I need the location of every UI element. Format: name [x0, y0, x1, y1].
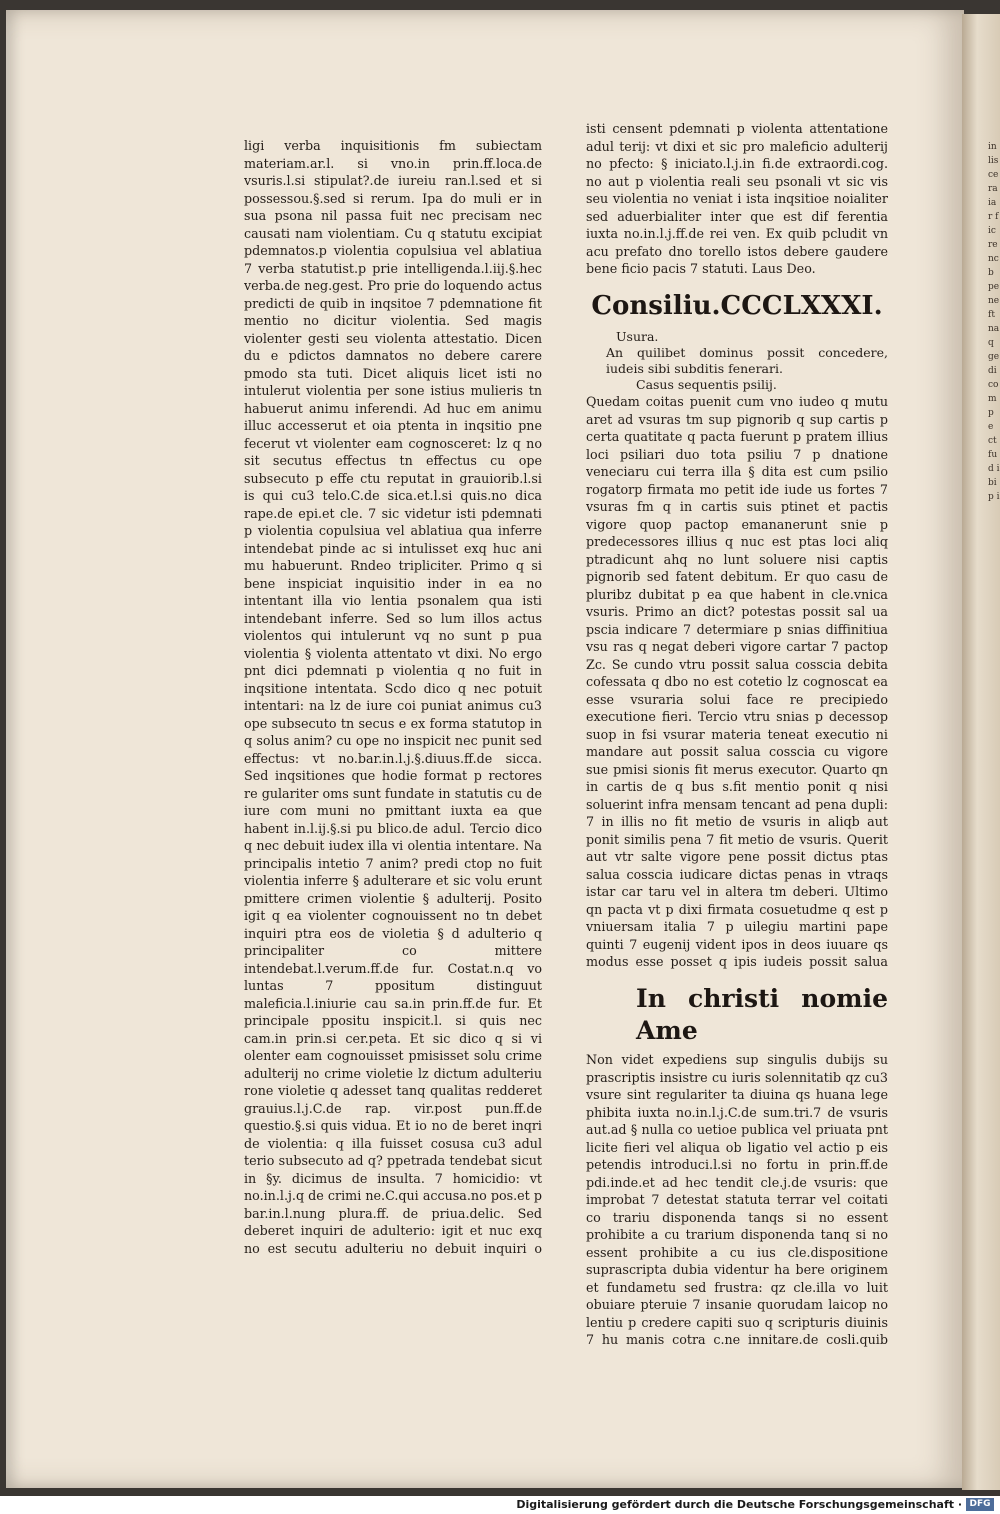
- funding-note: Digitalisierung gefördert durch die Deutsche Forschungsgemeinschaft ·: [516, 1498, 962, 1511]
- casus-heading: Casus sequentis psilij.: [636, 377, 777, 392]
- response-text: Non videt expediens sup singulis dubijs su prascriptis insistre cu iuris solennitatib qz cu3 vsure sint regulariter ta diuina qs huana lege phibita iuxta no.in.l.j.C.de sum.tri.7 de vsuris aut.ad § nulla co uetioe publica vel priuata pnt licite fieri vel aliqua ob ligatio vel actio p eis petendis introduci.l.si no fortu in prin.ff.de pdi.inde.et ad hec tendit cle.j.de vsuris: que improbat 7 detestat statuta terrar vel coitati co trariu disponenda tanqs si no essent prohibite a cu trarium disponenda tanq si no essent prohibite a cu ius cle.dispositione suprascripta dubia videntur ha bere originem et fundametu sed frustra: qz cle.illa vo luit obuiare pteruie 7 insanie quorudam laicop no lentiu p credere capiti suo q scripturis diuinis 7 hu manis cotra c.ne innitare.de cosli.quib: [586, 1052, 888, 1347]
- rubric-usura: Usura.: [616, 329, 659, 344]
- case-text: Quedam coitas puenit cum vno iudeo q mutu aret ad vsuras tm sup pignorib q sup cartis p certa quatitate q pacta fuerunt p pratem illius loci psiliari duo tota psiliu 7 p dnatione veneciaru cui terra illa § dita est cum psilio rogatorp firmata mo petit ide iude us fortes 7 vsuras fm q in cartis suis ptinet et pactis vigore quop pactop emananerunt snie p predecessores illius q nuc est ptas loci aliq ptradicunt ahq no lunt soluere nisi captis pignorib sed fatent debitum. Er quo casu de pluribz dubitat p ea que habent in cle.vnica vsuris. Primo an dict? potestas possit sal ua pscia indicare 7 determiare p snias diffinitiua vsu ras q negat deberi vigore cartar 7 pactop Zc. Se cundo vtru possit salua cosscia debita cofessata q dbo no est cotetio lz cognoscat ea esse vsuraria solui face re precipiedo executione fieri. Tercio vtru snias p decessop suop in fsi vsurar materia teneat executio ni mandare aut possit salua cosscia cu vigore sue pmisi sionis fit merus executor. Quarto qn in cartis de q bus s.fit mentio ponit q nisi soluerint infra mensam tencant ad pena dupli: 7 in illis no fit metio de vsuris in aliqb aut ponit similis pena 7 fit metio de vsuris. Querit aut vtr salte vigore pene possit dictus ptas salua cosscia iudicare dictas penas in vtraqs istar car taru vel in altera tm deberi. Ultimo qn pacta vt p dixi firmata cosuetudme q est p vniuersam italia 7 p uilegiu martini pape quinti 7 eugenij vident ipos in deos iuuare qs modus esse posset q ipis iudeis possit salua: [586, 394, 888, 969]
- left-column-body: ligi verba inquisitionis fm subiectam materiam.ar.l. si vno.in prin.ff.loca.de vsuris.l.si stipulat?.de iureiu ran.l.sed et si possessou.§.sed si rerum. Ipa do muli er in sua psona nil passa fuit nec precisam nec causati nam violentiam. Cu q statutu excipiat pdemnatos.p violentia copulsiua vel ablatiua 7 verba statutist.p prie intelligenda.l.iij.§.hec verba.de neg.gest. Pro prie do loquendo actus predicti de quib in inqsitoe 7 pdemnatione fit mentio no dicitur violentia. Sed magis violenter gesti seu violenta attestatio. Dicen du e pdictos damnatos no debere carere pmodo sta tuti. Dicet aliquis licet isti no intulerut violentia per sone istius mulieris tn habuerut animu inferendi. Ad huc em animu illuc accesserut et oia ptenta in inqsitio pne fecerut vt violenter eam cognosceret: lz q no sit secutus effectus tn effectus cu ope subsecuto p effe ctu reputat in grauiorib.l.si is qui cu3 telo.C.de sica.et.l.si quis.no dica rape.de epi.et cle. 7 sic videtur isti pdemnati p violentia copulsiua vel ablatiua qua inferre intendebat pinde ac si intulisset exq huc ani mu habuerunt. Rndeo tripliciter. Primo q si bene inspiciat inquisitio inder in ea no intentant illa vio lentia psonalem qua isti intendebant inferre. Sed so lum illos actus violentos qui intulerunt vq no sunt p pua violentia § violenta attentato vt dixi. No ergo pnt dici pdemnati p violentia q no fuit in inqsitione intentata. Scdo dico q nec potuit intentari: na lz de iure coi puniat animus cu3 ope subsecuto tn secus e ex forma statutop in q solus anim? cu ope no inspicit nec punit sed effectus: vt no.bar.in.l.j.§.diuus.ff.de sicca. Sed inqsitiones que hodie format p rectores re gulariter oms sunt fundate in statutis cu de iure com muni no pmittant iuxta ea que habent in.l.ij.§.si pu blico.de adul. Tercio dico q nec debuit iudex illa vi olentia intentare. Na principalis intetio 7 anim? predi ctop no fuit violentia inferre § adulterare et sic volu erunt pmittere crimen violentie § adulterij. Posito igit q ea violenter cognouissent no tn debet inquiri ptra eos de violetia § d adulterio q principaliter co mittere intendebat.l.verum.ff.de fur. Costat.n.q vo luntas 7 ppositum distinguut maleficia.l.iniurie cau sa.in prin.ff.de fur. Et principale ppositu inspicit.l. si quis nec cam.in prin.si cer.peta. Et sic dico q si vi olenter eam cognouisset pmisisset solu crime adulterij no crime violetie lz dictum adulteriu rone violetie q adesset tanq qualitas redderet grauius.l.j.C.de rap. vir.post pun.ff.de questio.§.si quis vidua. Et io no de beret inqri de violentia: q illa fuisset cosusa cu3 adul terio subsecuto ad q? ppetrada tendebat sicut in §y. dicimus de insulta. 7 homicidio: vt no.in.l.j.q de crimi ne.C.qui accusa.no pos.et p bar.in.l.nung plura.ff. de priua.delic. Sed deberet inquiri de adulterio: igit et nuc exq no est secutu adulteriu no debuit inquiri o: [244, 138, 542, 1256]
- invocation-heading: In christi nomie Ame: [636, 984, 888, 1045]
- footer-bar: [0, 1496, 1000, 1514]
- opening-paragraph: isti censent pdemnati p violenta attentatione adul terij: vt dixi et sic pro maleficio adulterij no pfecto: § iniciato.l.j.in fi.de extraordi.cog. no aut p violentia reali seu psonali vt sic vis seu violentia no veniat i ista inqsitioe noialiter sed aduerbialiter inter que est dif ferentia iuxta no.in.l.j.ff.de rei ven. Ex quib pcludit vn acu prefato dno torello istos debere gaudere bene ficio pacis 7 statuti. Laus Deo.: [586, 121, 888, 276]
- right-text-column: [586, 120, 888, 1351]
- question-text: An quilibet dominus possit concedere, iudeis sibi subditis fenerari.: [606, 345, 888, 376]
- left-text-column: [244, 137, 542, 1257]
- facing-page-margin-text: in lis ce ra ia r fic re nc b pe ne ft na q ge di co m p e ct fu d i bi p i: [988, 142, 1000, 502]
- dfg-logo: DFG: [966, 1498, 994, 1511]
- consilium-heading: Consiliu.CCCLXXXI.: [591, 291, 883, 321]
